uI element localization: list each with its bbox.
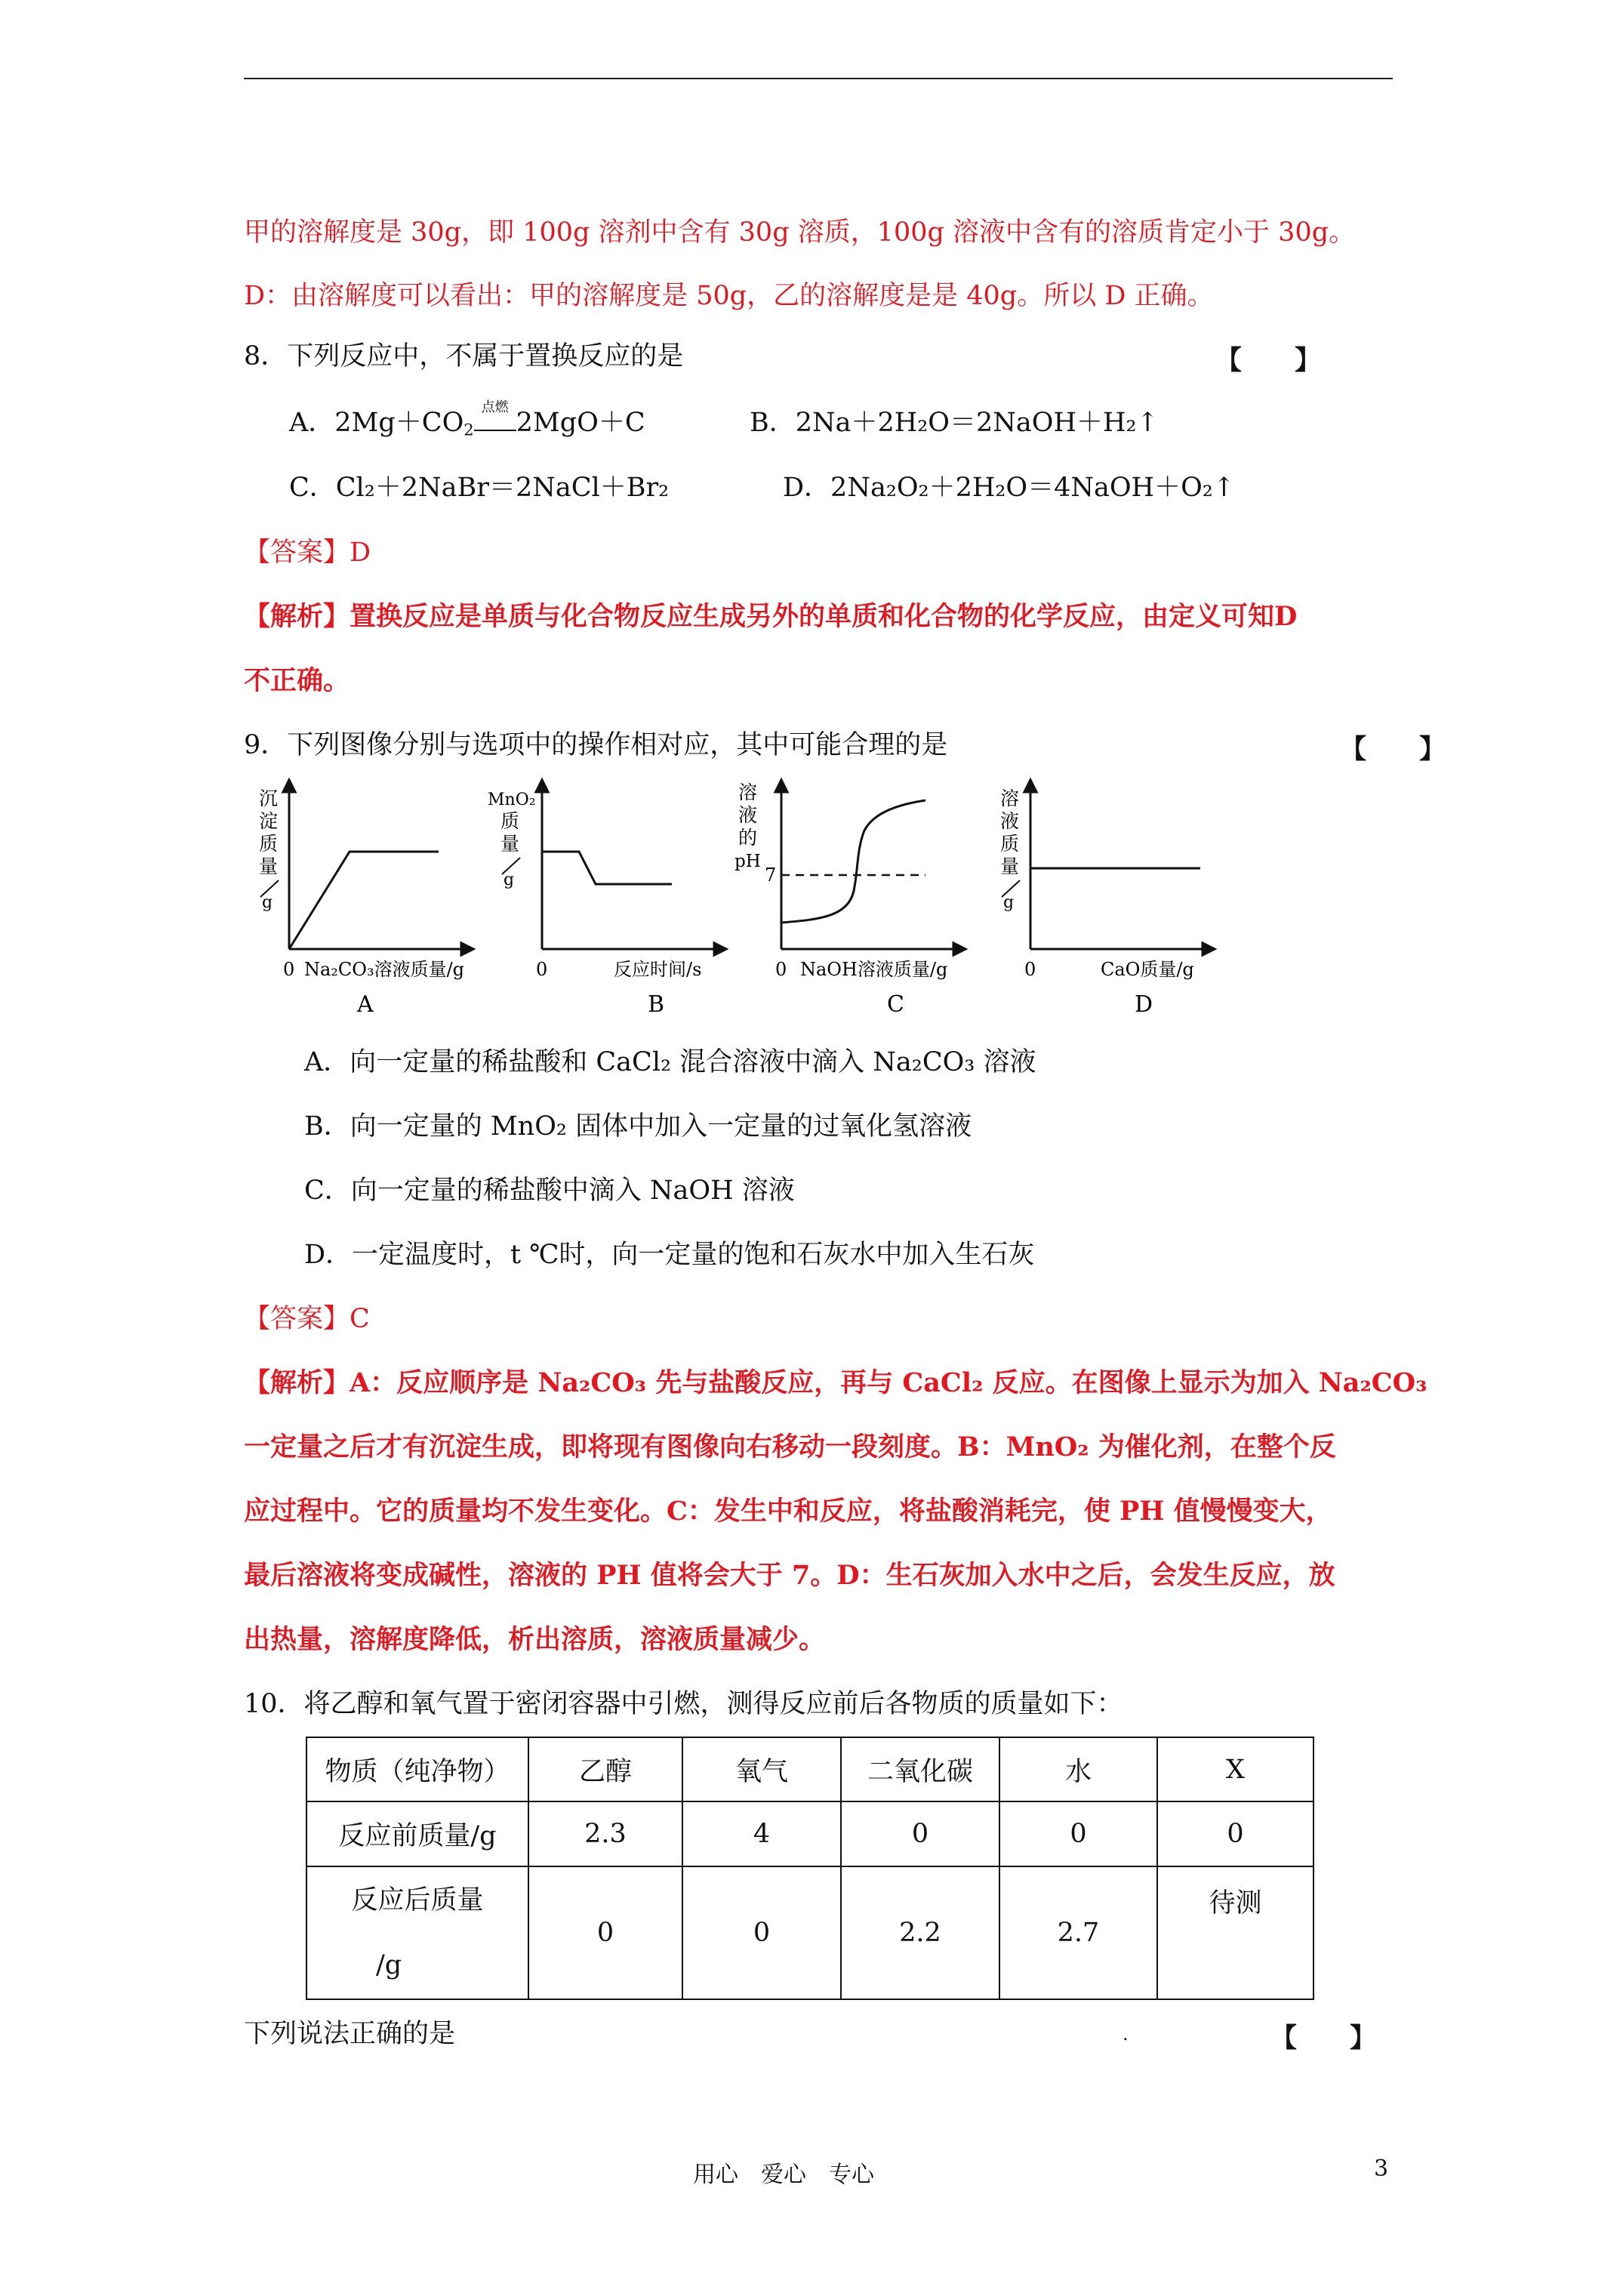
graph-d-letter: D (1135, 991, 1153, 1018)
analysis-line: 一定量之后才有沉淀生成，即将现有图像向右移动一段刻度。B：MnO₂ 为催化剂，在整个反 (244, 1432, 1336, 1462)
paragraph-line: 甲的溶解度是 30g，即 100g 溶剂中含有 30g 溶质，100g 溶液中含有的溶质肯定小于 30g。 (244, 217, 1356, 248)
graph-a-ylabel-1: 沉 (259, 787, 279, 809)
stray-dot: . (1123, 2023, 1129, 2045)
graph-d-origin: 0 (1024, 959, 1036, 980)
table-cell: 2.2 (841, 1866, 999, 1999)
option-d: D．2Na₂O₂＋2H₂O＝4NaOH＋O₂↑ (783, 473, 1236, 503)
graph-b-origin: 0 (536, 959, 548, 980)
answer-bracket: 【 】 (1270, 2023, 1377, 2054)
graphs-figure (244, 778, 1248, 1027)
answer-line: 【答案】D (244, 538, 371, 568)
graph-d (1000, 785, 1209, 1018)
analysis-line: 【解析】A：反应顺序是 Na₂CO₃ 先与盐酸反应，再与 CaCl₂ 反应。在图像上显示为加入 Na₂CO₃ (244, 1367, 1427, 1398)
table-header-row (306, 1737, 1313, 1801)
table-cell: 乙醇 (528, 1737, 682, 1801)
paragraph-line: D：由溶解度可以看出：甲的溶解度是 50g，乙的溶解度是是 40g。所以 D 正确。 (244, 281, 1214, 311)
mass-table (306, 1737, 1314, 2000)
graph-b-letter: B (648, 991, 665, 1018)
graph-b-unit: g (504, 871, 515, 889)
table-row (306, 1866, 1313, 1999)
graph-c (735, 781, 960, 1018)
graph-d-ylabel-1: 溶 (1000, 787, 1020, 809)
graph-c-ylabel-1: 溶 (738, 781, 758, 803)
graph-b-ylabel-3: 量 (500, 833, 520, 855)
table-cell: 0 (1157, 1801, 1313, 1866)
graph-c-origin: 0 (775, 959, 787, 980)
option-d: D．一定温度时，t ℃时，向一定量的饱和石灰水中加入生石灰 (304, 1240, 1035, 1270)
graph-a-ylabel-4: 量 (259, 855, 279, 877)
answer-bracket: 【 】 (1215, 345, 1322, 376)
header-rule (244, 78, 1393, 79)
graph-a-origin: 0 (283, 959, 295, 980)
analysis-line: 不正确。 (244, 665, 350, 696)
question-10-stem: 10．将乙醇和氧气置于密闭容器中引燃，测得反应前后各物质的质量如下： (244, 1689, 1123, 1719)
analysis-line: 【解析】置换反应是单质与化合物反应生成另外的单质和化合物的化学反应，由定义可知D (244, 601, 1298, 632)
question-10-followup: 下列说法正确的是 (244, 2019, 456, 2049)
table-cell: 待测 (1157, 1866, 1313, 1999)
graph-c-tick-7: 7 (765, 864, 777, 886)
graph-b-curve (542, 852, 672, 884)
option-c: C．向一定量的稀盐酸中滴入 NaOH 溶液 (304, 1176, 795, 1206)
option-a: A．$2Mg+CO_2$ 点燃 2MgO＋C (289, 399, 645, 439)
analysis-line: 应过程中。它的质量均不发生变化。C：发生中和反应，将盐酸消耗完，使 PH 值慢慢变大， (244, 1496, 1332, 1527)
option-c: C．Cl₂＋2NaBr＝2NaCl＋Br₂ (289, 473, 670, 503)
graph-a-curve (289, 852, 439, 949)
graph-c-ylabel-2: 液 (738, 804, 758, 826)
graph-b-ylabel-2: 质 (500, 810, 520, 832)
table-cell: 反应后质量 /g (306, 1866, 528, 1999)
graph-a-letter: A (357, 991, 374, 1018)
graph-c-ylabel-3: 的 (738, 827, 758, 849)
analysis-line: 出热量，溶解度降低，析出溶质，溶液质量减少。 (244, 1624, 826, 1655)
table-cell: 0 (528, 1866, 682, 1999)
graph-b-xlabel: 反应时间/s (614, 959, 702, 980)
graph-d-ylabel-2: 液 (1000, 810, 1020, 832)
table-cell: 氧气 (682, 1737, 841, 1801)
answer-line: 【答案】C (244, 1304, 370, 1334)
table-cell: 反应前质量/g (306, 1801, 528, 1866)
graph-c-curve (781, 800, 925, 923)
graph-b (488, 785, 721, 1018)
table-cell: X (1157, 1737, 1313, 1801)
graph-d-unit: g (1003, 893, 1015, 912)
analysis-line: 最后溶液将变成碱性，溶液的 PH 值将会大于 7。D：生石灰加入水中之后，会发生反应，放 (244, 1560, 1335, 1591)
graph-a-xlabel: Na₂CO₃溶液质量/g (304, 959, 465, 980)
table-cell: 0 (682, 1866, 841, 1999)
table-cell: 4 (682, 1801, 841, 1866)
option-a: A．向一定量的稀盐酸和 CaCl₂ 混合溶液中滴入 Na₂CO₃ 溶液 (304, 1047, 1036, 1077)
answer-bracket: 【 】 (1340, 734, 1446, 765)
table-cell: 物质（纯净物） (306, 1737, 528, 1801)
table-cell: 2.3 (528, 1801, 682, 1866)
graph-c-xlabel: NaOH溶液质量/g (800, 959, 948, 980)
graph-c-letter: C (887, 991, 904, 1018)
question-8-stem: 8．下列反应中，不属于置换反应的是 (244, 341, 684, 371)
page-number: 3 (1374, 2156, 1389, 2182)
graph-a (259, 785, 468, 1018)
footer-motto: 用心 爱心 专心 (693, 2162, 874, 2188)
table-cell: 0 (841, 1801, 999, 1866)
graph-d-xlabel: CaO质量/g (1101, 959, 1194, 980)
graph-b-ylabel-1: MnO₂ (488, 791, 536, 809)
question-9-stem: 9．下列图像分别与选项中的操作相对应，其中可能合理的是 (244, 730, 948, 760)
table-cell: 水 (999, 1737, 1157, 1801)
option-b: B．2Na＋2H₂O＝2NaOH＋H₂↑ (750, 408, 1159, 438)
table-row (306, 1801, 1313, 1866)
reaction-condition: 点燃 (474, 413, 516, 431)
graph-a-ylabel-3: 质 (259, 833, 279, 855)
graph-a-ylabel-2: 淀 (259, 810, 279, 832)
graph-d-ylabel-3: 质 (1000, 833, 1020, 855)
graph-a-unit: g (262, 893, 273, 912)
table-cell: 0 (999, 1801, 1157, 1866)
option-b: B．向一定量的 MnO₂ 固体中加入一定量的过氧化氢溶液 (304, 1111, 972, 1142)
table-cell: 二氧化碳 (841, 1737, 999, 1801)
graph-c-ylabel-4: pH (735, 852, 761, 871)
graph-d-ylabel-4: 量 (1000, 855, 1020, 877)
table-cell: 2.7 (999, 1866, 1157, 1999)
